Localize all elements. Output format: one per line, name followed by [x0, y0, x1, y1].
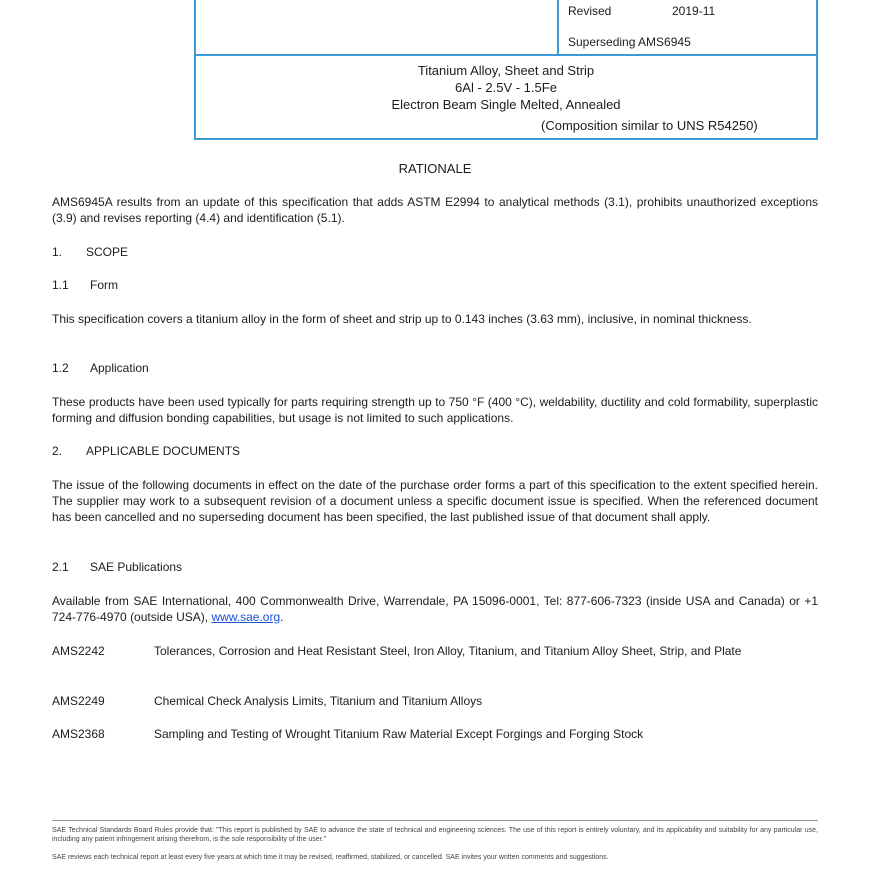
section-number: 2.1 [52, 560, 69, 574]
revised-label: Revised [568, 4, 612, 18]
revised-date: 2019-11 [672, 4, 716, 18]
section-title: Application [90, 361, 149, 375]
section-number: 1. [52, 245, 63, 259]
section-2-1-text [52, 593, 818, 625]
sae-contact-text: Available from SAE International, 400 Commonwealth Drive, Warrendale, PA 15096-0001, Tel: 877-606-7323 (inside USA and Canada) or +1 724-776-4970 (outside USA), [52, 594, 818, 624]
title-line-1: Titanium Alloy, Sheet and Strip [417, 63, 595, 78]
section-title: APPLICABLE DOCUMENTS [86, 444, 241, 458]
section-number: 2. [52, 444, 63, 458]
footer-disclaimer: SAE Technical Standards Board Rules provide that: "This report is published by SAE to advance the state of technical and engineering sciences. The use of this report is entirely voluntary, and its applicability and suitability for any particular use, including any patent infringement arising therefrom, is the sole responsibility of the user." [52, 827, 818, 843]
rationale-text: AMS6945A results from an update of this specification that adds ASTM E2994 to analytical methods (3.1), prohibits unauthorized exceptions (3.9) and revises reporting (4.4) and identification (5.1). [52, 195, 818, 225]
section-1-1-heading [52, 278, 118, 292]
title-line-3: Electron Beam Single Melted, Annealed [391, 97, 621, 112]
rationale-heading: RATIONALE [398, 161, 472, 176]
section-2-1-heading [52, 560, 182, 574]
spec-title [196, 62, 816, 113]
reference-row [52, 726, 818, 742]
section-2-text: The issue of the following documents in effect on the date of the purchase order forms a part of this specification to the extent specified herein. The supplier may work to a subsequent revision of a document unless a specific document issue is specified. When the referenced document has been cancelled and no superseding document has been specified, the last published issue of that document shall apply. [52, 478, 818, 524]
reference-description: Sampling and Testing of Wrought Titanium Raw Material Except Forgings and Forging Stock [154, 727, 644, 741]
section-title: SCOPE [86, 245, 129, 259]
reference-id: AMS2368 [52, 727, 105, 741]
spec-header-box [194, 0, 818, 140]
section-title: SAE Publications [90, 560, 183, 574]
sentence-end: . [280, 610, 284, 624]
title-line-2: 6Al - 2.5V - 1.5Fe [455, 80, 557, 95]
section-number: 1.1 [52, 278, 69, 292]
footer-divider [52, 820, 818, 821]
reference-description: Chemical Check Analysis Limits, Titanium and Titanium Alloys [154, 694, 483, 708]
superseding-note: Superseding AMS6945 [568, 35, 691, 49]
revision-info-panel [557, 0, 818, 54]
header-top-section [196, 0, 816, 56]
section-1-1-text: This specification covers a titanium alloy in the form of sheet and strip up to 0.143 inches (3.63 mm), inclusive, in nominal thickness. [52, 312, 752, 326]
reference-id: AMS2249 [52, 694, 105, 708]
sae-website-link[interactable]: www.sae.org [211, 610, 281, 624]
section-number: 1.2 [52, 361, 69, 375]
reference-id: AMS2242 [52, 644, 105, 658]
reference-row [52, 643, 818, 675]
section-title: Form [90, 278, 118, 292]
reference-row [52, 693, 818, 709]
reference-description: Tolerances, Corrosion and Heat Resistant Steel, Iron Alloy, Titanium, and Titanium Alloy Sheet, Strip, and Plate [154, 644, 742, 658]
section-1-2-text: These products have been used typically for parts requiring strength up to 750 °F (400 °C), weldability, ductility and cold formability, superplastic forming and diffusion bonding capabilities, but usage is not limited to such applications. [52, 395, 818, 425]
footer-review-note: SAE reviews each technical report at least every five years at which time it may be revised, reaffirmed, stabilized, or cancelled. SAE invites your written comments and suggestions. [52, 854, 609, 861]
section-1-heading [52, 245, 128, 259]
section-2-heading [52, 444, 240, 458]
composition-note: (Composition similar to UNS R54250) [541, 118, 758, 133]
section-1-2-heading [52, 361, 149, 375]
